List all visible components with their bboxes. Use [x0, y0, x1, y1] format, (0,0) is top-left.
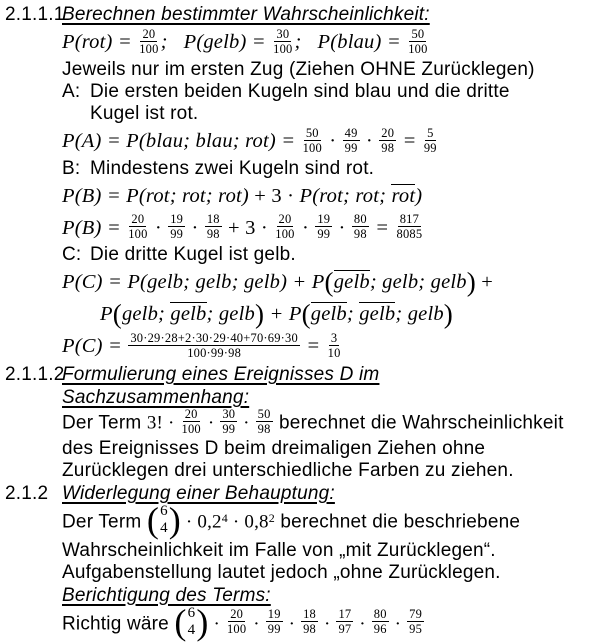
math-upright-run: ·: [323, 129, 342, 152]
fraction: [181, 407, 202, 436]
fraction-numerator: 30·29·28+2·30·29·40+70·69·30: [130, 331, 298, 346]
fraction-denominator: 97: [338, 622, 352, 637]
text-run: Kugel ist rot.: [90, 102, 199, 124]
math-run: ; P(gelb) =: [160, 31, 272, 53]
math-upright-run: ·: [202, 412, 220, 434]
math-upright-run: +: [475, 271, 494, 294]
row-content: [62, 212, 602, 245]
binomial-coefficient: [174, 601, 209, 642]
fraction-numerator: 5: [427, 125, 434, 140]
math-upright-run: · 0,2: [180, 511, 222, 533]
math-run: ; gelb; gelb: [369, 271, 467, 294]
fraction-numerator: 17: [338, 607, 352, 622]
text-run: Formulierung eines Ereignisses D im: [62, 364, 380, 386]
fraction-numerator: 30: [222, 407, 236, 422]
row-content: [62, 482, 602, 505]
math-upright-run: + 3 ·: [248, 184, 300, 207]
math-overline: gelb: [310, 303, 347, 326]
fraction-denominator: 99: [170, 227, 184, 242]
fraction-numerator: 18: [206, 212, 220, 227]
doc-row: [5, 409, 602, 438]
row-content: [62, 298, 602, 330]
row-content: [62, 386, 602, 409]
math-run: ; P(blau) =: [294, 31, 407, 53]
fraction-denominator: 98: [381, 140, 395, 155]
fraction: [274, 212, 295, 241]
math-upright-run: ·: [149, 216, 168, 239]
fraction-numerator: 18: [303, 607, 317, 622]
fraction-numerator: 19: [317, 212, 331, 227]
big-paren: (: [324, 267, 334, 298]
fraction: [352, 212, 369, 241]
fraction-denominator: 99: [344, 140, 358, 155]
fraction-denominator: 100: [275, 227, 295, 242]
fraction-numerator: 20: [184, 407, 198, 422]
row-content: [62, 266, 602, 298]
text-run: Widerlegung einer Behauptung:: [62, 483, 335, 505]
doc-row: [5, 158, 602, 180]
text-run: berechnet die Wahrscheinlichkeit: [273, 412, 564, 434]
fraction-numerator: 20: [381, 125, 395, 140]
row-content: [62, 180, 602, 212]
math-overline: rot: [391, 184, 416, 207]
row-content: [62, 562, 602, 584]
doc-row: [5, 81, 602, 103]
fraction-numerator: 20: [142, 26, 156, 41]
doc-row: [5, 103, 602, 125]
fraction-denominator: 98: [303, 622, 317, 637]
math-run: =: [300, 335, 326, 358]
row-content: [62, 81, 602, 103]
doc-row: [5, 562, 602, 584]
section-number: 2.1.2: [5, 483, 49, 505]
fraction: [343, 126, 360, 155]
math-run: P(A) = P(blau; blau; rot) =: [62, 129, 301, 152]
fraction-denominator: 100: [181, 422, 201, 437]
fraction-numerator: 30: [276, 26, 290, 41]
doc-row: [5, 125, 602, 158]
big-paren: (: [174, 601, 187, 642]
fraction: [336, 607, 353, 636]
doc-row: [5, 438, 602, 460]
row-content: [62, 584, 602, 607]
fraction-numerator: 80: [353, 212, 367, 227]
doc-row: [5, 584, 602, 607]
math-run: ;: [346, 303, 360, 326]
doc-row: [5, 482, 602, 505]
math-run: ; gelb: [395, 303, 444, 326]
big-paren: ): [196, 601, 209, 642]
row-content: [62, 438, 602, 460]
section-number: 2.1.1.1: [5, 4, 65, 25]
math-overline: gelb: [333, 271, 370, 294]
math-upright-run: ·: [248, 612, 265, 634]
big-paren: ): [466, 267, 476, 298]
fraction-denominator: 99: [222, 422, 236, 437]
math-run: ; gelb: [206, 303, 255, 326]
fraction-denominator: 100·99·98: [187, 346, 242, 361]
doc-row: [5, 212, 602, 245]
row-content: [62, 125, 602, 158]
item-label: C:: [62, 244, 82, 266]
fraction: [128, 331, 300, 360]
row-content: [62, 103, 602, 125]
fraction-denominator: 100: [128, 227, 148, 242]
math-upright-run: · 0,8: [227, 511, 269, 533]
binomial-bottom: 4: [160, 520, 168, 537]
text-run: Jeweils nur im ersten Zug (Ziehen OHNE Zurücklegen): [62, 58, 535, 80]
binomial-stack: [159, 503, 169, 538]
fraction-denominator: 98: [206, 227, 220, 242]
fraction: [407, 607, 424, 636]
fraction-denominator: 100: [139, 41, 159, 56]
doc-row: [5, 298, 602, 330]
fraction-numerator: 50: [411, 26, 425, 41]
section-number: 2.1.1.2: [5, 364, 65, 386]
big-paren: ): [254, 299, 265, 330]
math-upright-run: ·: [296, 216, 315, 239]
fraction-denominator: 99: [317, 227, 331, 242]
math-run: P(rot) =: [62, 31, 138, 53]
fraction: [379, 126, 396, 155]
fraction-denominator: 100: [226, 622, 247, 637]
big-paren: (: [301, 299, 311, 330]
fraction-numerator: 79: [409, 607, 423, 622]
row-content: [62, 409, 602, 438]
fraction-denominator: 100: [273, 41, 293, 56]
text-run: Die dritte Kugel ist gelb.: [90, 244, 296, 266]
math-upright-run: + 3 ·: [222, 216, 274, 239]
math-upright-run: ·: [360, 129, 379, 152]
doc-row: [5, 363, 602, 386]
fraction: [315, 212, 332, 241]
math-overline: gelb: [359, 303, 396, 326]
doc-row: [5, 26, 602, 59]
math-upright-run: ·: [333, 216, 351, 239]
row-content: [62, 500, 602, 541]
row-content: [62, 601, 602, 642]
fraction-numerator: 817: [399, 212, 420, 227]
doc-row: [5, 266, 602, 298]
fraction: [168, 212, 185, 241]
math-run: P(C) =: [62, 335, 128, 358]
row-content: [62, 540, 602, 562]
fraction-numerator: 19: [170, 212, 184, 227]
math-upright-run: ·: [186, 216, 204, 239]
row-content: [62, 26, 602, 59]
math-upright-run: ·: [389, 612, 407, 634]
fraction-numerator: 80: [373, 607, 387, 622]
fraction-denominator: 100: [408, 41, 428, 56]
math-run: + P: [264, 303, 302, 326]
doc-row: [5, 59, 602, 81]
text-run: Wahrscheinlichkeit im Falle von „mit Zurücklegen“.: [62, 539, 496, 561]
text-run: Berichtigung des Terms:: [62, 584, 271, 606]
math-run: =: [369, 216, 395, 239]
text-run: Berechnen bestimmter Wahrscheinlichkeit:: [62, 4, 430, 25]
fraction-numerator: 20: [230, 607, 244, 622]
doc-row: [5, 180, 602, 212]
math-upright-run: 3! ·: [146, 412, 180, 434]
fraction: [220, 407, 237, 436]
fraction-denominator: 95: [409, 622, 423, 637]
row-content: [62, 460, 602, 482]
fraction: [407, 27, 428, 56]
doc-row: [5, 3, 602, 26]
text-run: Zurücklegen drei unterschiedliche Farben zu ziehen.: [62, 460, 514, 482]
text-run: des Ereignisses D beim dreimaligen Ziehen ohne: [62, 438, 486, 460]
math-upright-run: ·: [238, 412, 255, 434]
fraction-numerator: 20: [131, 212, 145, 227]
math-run: P(rot; rot;: [299, 184, 392, 207]
doc-row: [5, 500, 602, 541]
math-run: P(C) = P(gelb; gelb; gelb) + P: [62, 271, 325, 294]
math-run: =: [397, 129, 422, 152]
fraction-numerator: 3: [330, 331, 338, 346]
big-paren: ): [168, 500, 181, 541]
text-run: Aufgabenstellung lautet jedoch „ohne Zurücklegen.: [62, 561, 501, 583]
binomial-top: 6: [160, 503, 168, 520]
fraction: [256, 407, 273, 436]
math-upright-run: ·: [208, 612, 225, 634]
big-paren: ): [443, 299, 453, 330]
binomial-bottom: 4: [187, 621, 196, 638]
row-content: [62, 244, 602, 266]
item-label: A:: [62, 80, 81, 102]
fraction-denominator: 98: [257, 422, 271, 437]
binomial-stack: [187, 605, 197, 640]
fraction-denominator: 10: [327, 346, 341, 361]
row-content: [62, 330, 602, 363]
row-content: [62, 158, 602, 180]
big-paren: (: [146, 500, 160, 541]
fraction: [372, 607, 389, 636]
fraction-denominator: 99: [423, 140, 437, 155]
text-run: Die ersten beiden Kugeln sind blau und die dritte: [90, 80, 510, 102]
fraction-numerator: 49: [344, 125, 358, 140]
fraction: [327, 331, 342, 360]
fraction: [205, 212, 222, 241]
math-run: P: [100, 303, 113, 326]
fraction: [272, 27, 293, 56]
fraction: [423, 126, 438, 155]
binomial-coefficient: [146, 500, 181, 541]
row-content: [62, 363, 602, 386]
math-run: P(B) = P(rot; rot; rot): [62, 184, 249, 207]
math-overline: gelb: [170, 303, 207, 326]
fraction: [301, 607, 318, 636]
fraction: [302, 126, 323, 155]
superscript: 2: [268, 511, 275, 526]
fraction: [226, 607, 247, 636]
text-run: Richtig wäre: [62, 612, 175, 634]
doc-row: [5, 330, 602, 363]
text-run: Der Term: [62, 511, 147, 533]
math-run: gelb;: [121, 303, 171, 326]
fraction-numerator: 19: [267, 607, 281, 622]
fraction-numerator: 50: [305, 125, 319, 140]
text-run: berechnet die beschriebene: [274, 511, 521, 533]
math-upright-run: ·: [354, 612, 371, 634]
math-run: P(B) =: [62, 216, 127, 239]
text-run: Mindestens zwei Kugeln sind rot.: [90, 157, 375, 179]
doc-row: [5, 386, 602, 409]
doc-row: [5, 601, 602, 642]
big-paren: (: [112, 299, 122, 330]
text-run: Sachzusammenhang:: [62, 387, 250, 409]
math-upright-run: ·: [319, 612, 336, 634]
fraction-numerator: 20: [278, 212, 292, 227]
math-upright-run: ·: [283, 612, 301, 634]
fraction-denominator: 99: [267, 622, 281, 637]
fraction: [396, 212, 424, 241]
fraction-denominator: 96: [373, 622, 387, 637]
fraction: [127, 212, 148, 241]
fraction-denominator: 8085: [396, 227, 423, 242]
doc-row: [5, 244, 602, 266]
row-content: [62, 59, 602, 81]
doc-row: [5, 460, 602, 482]
binomial-top: 6: [187, 604, 196, 621]
text-run: Der Term: [62, 412, 147, 434]
math-run: ): [415, 184, 423, 207]
fraction: [266, 607, 283, 636]
fraction-denominator: 100: [302, 140, 322, 155]
fraction-numerator: 50: [257, 407, 271, 422]
superscript: 4: [221, 511, 228, 526]
fraction: [138, 27, 159, 56]
fraction-denominator: 98: [353, 227, 367, 242]
item-label: B:: [62, 157, 81, 179]
doc-row: [5, 540, 602, 562]
row-content: [62, 3, 602, 26]
